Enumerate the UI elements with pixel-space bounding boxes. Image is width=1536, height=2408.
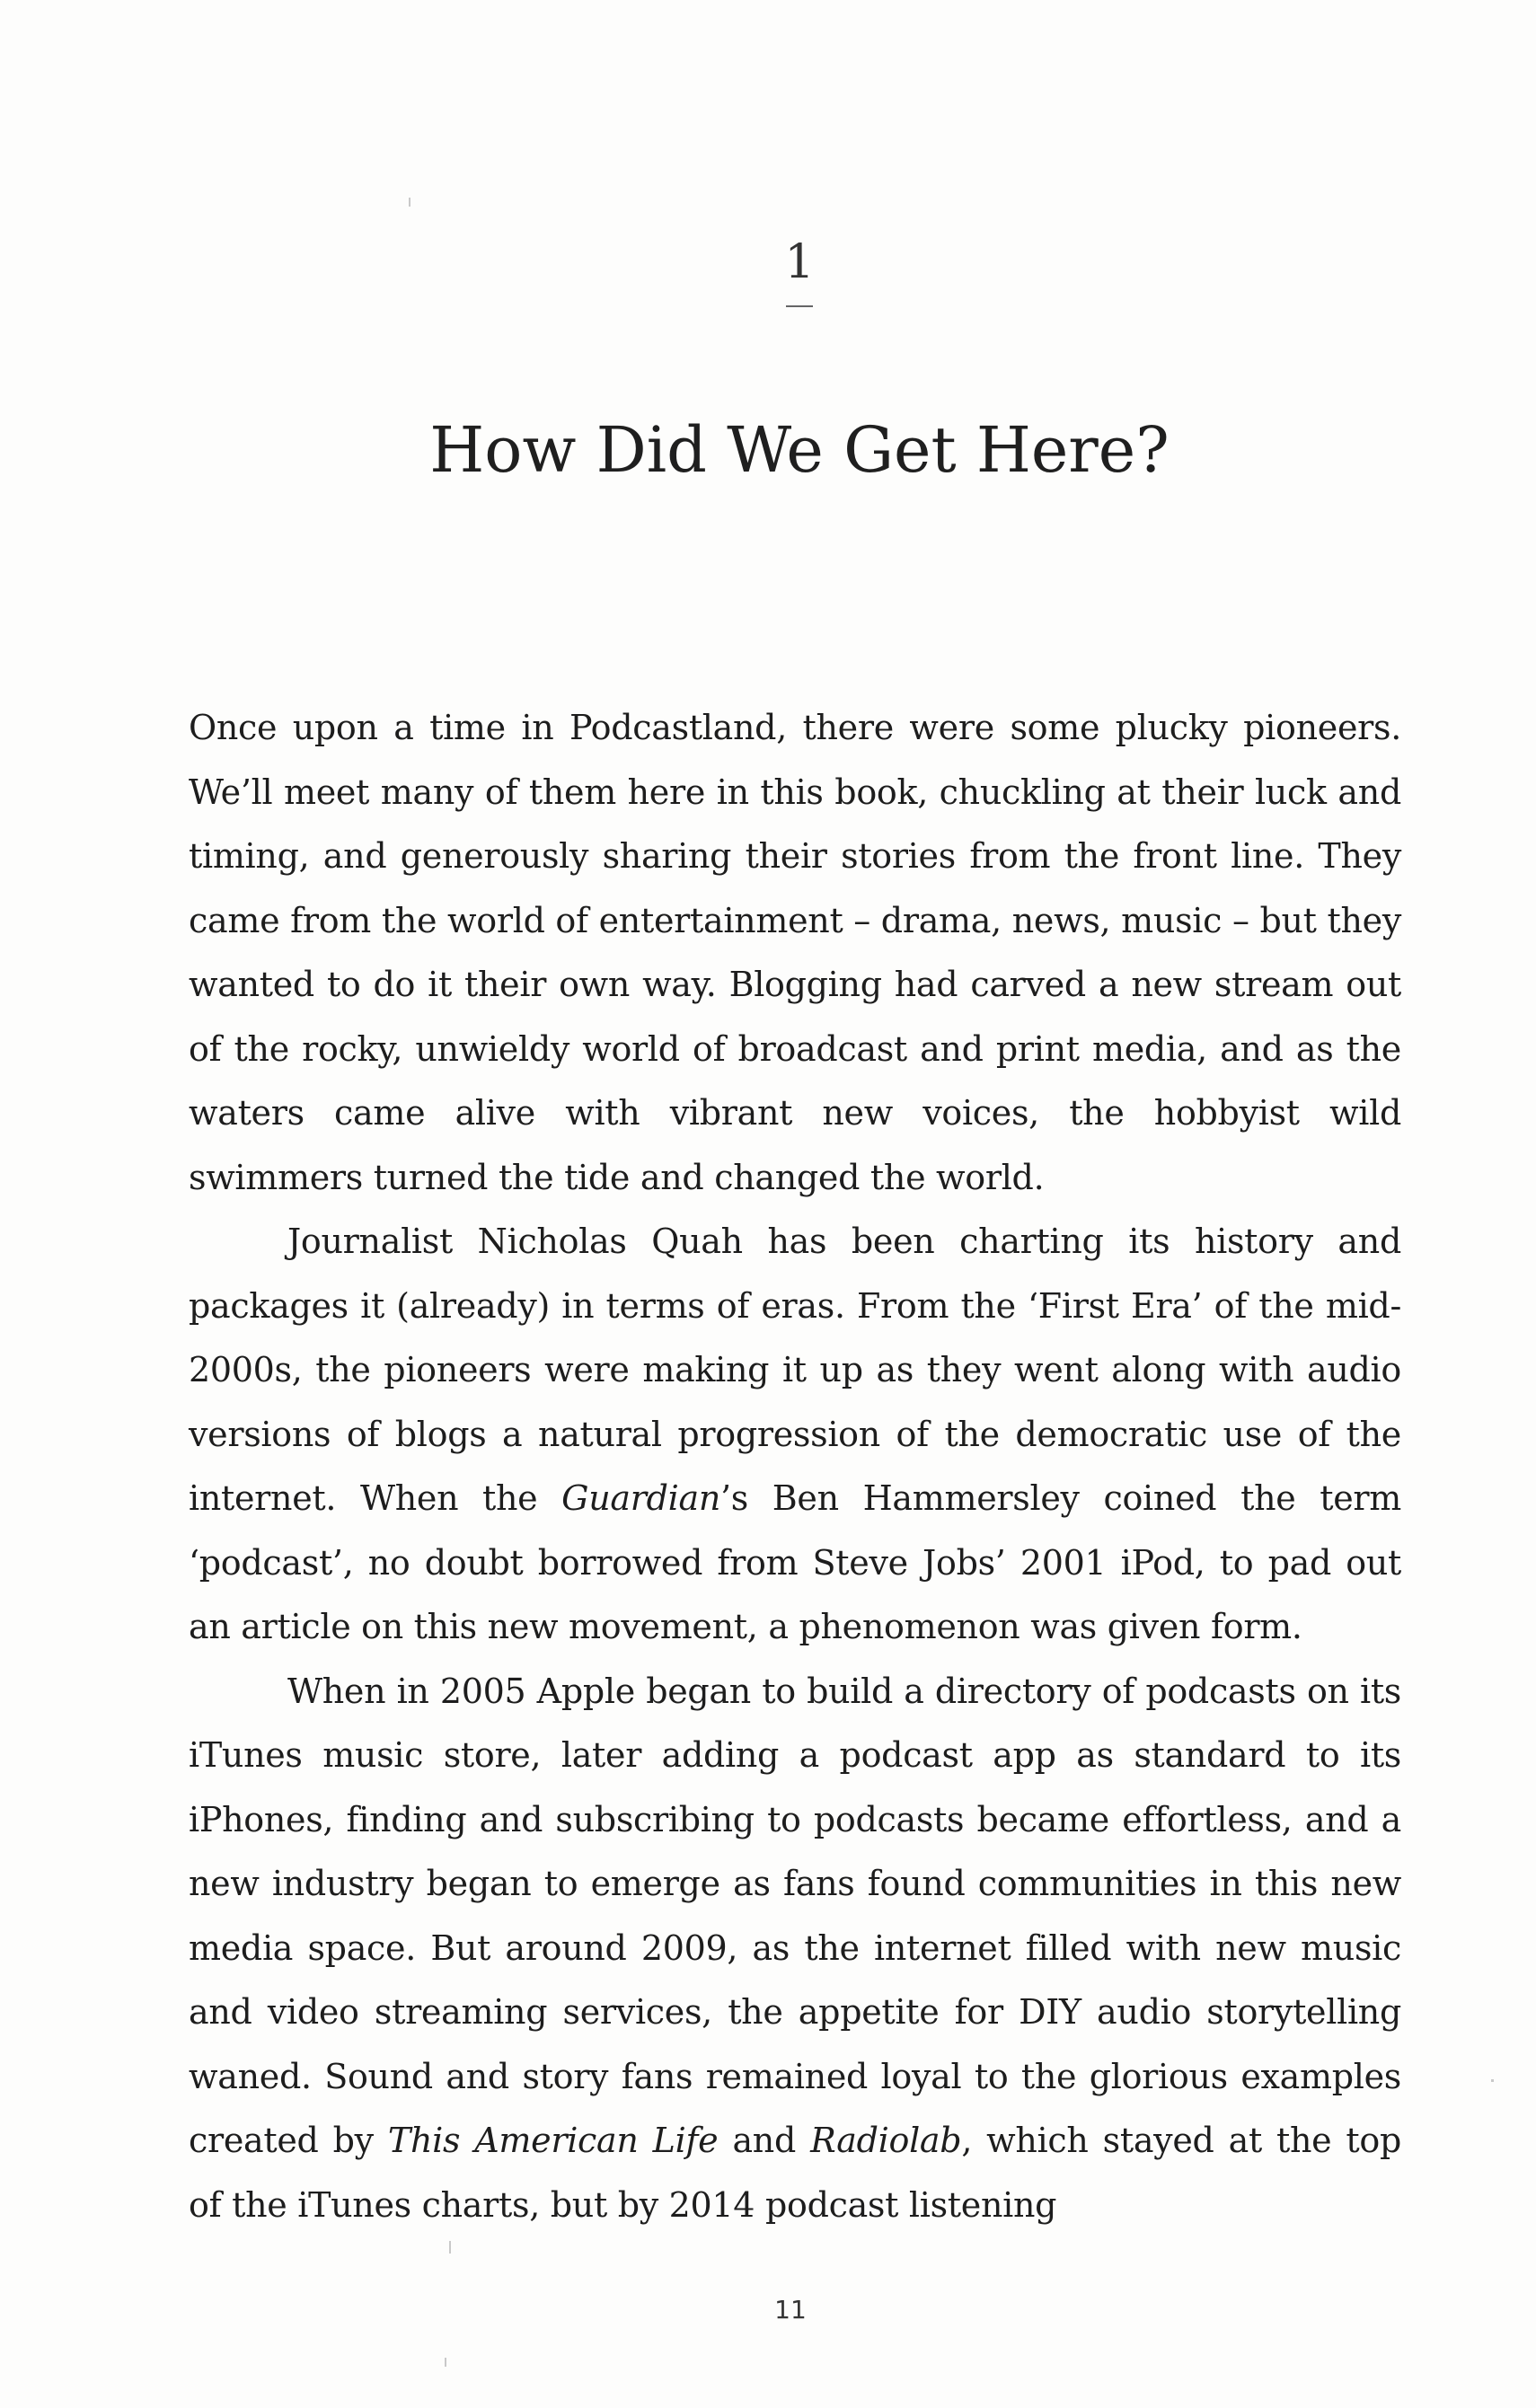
italic-title: Guardian	[561, 1478, 721, 1518]
scan-speck	[449, 2241, 451, 2254]
paragraph-p2	[189, 1210, 1401, 1660]
paragraph-text: , which stayed at the top of the iTunes charts, but by 2014 podcast listening	[189, 2121, 1401, 2225]
paragraph-text: Journalist Nicholas Quah has been charting its history and packages it (already) in terms of eras. From the ‘First Era’ of the mid-2000s, the pioneers were making it up as they went along with audio versions of blogs a natural progression of the democratic use of the internet. When the	[189, 1222, 1401, 1518]
paragraph-text: ’s Ben Hammersley coined the term ‘podcast’, no doubt borrowed from Steve Jobs’ 2001 iPod, to pad out an article on this new movement, a phenomenon was given form.	[189, 1478, 1401, 1646]
paragraph-text: When in 2005 Apple began to build a directory of podcasts on its iTunes music store, later adding a podcast app as standard to its iPhones, finding and subscribing to podcasts became effortless, and a new industry began to emerge as fans found communities in this new media space. But around 2009, as the internet filled with new music and video streaming services, the appetite for DIY audio storytelling waned. Sound and story fans remained loyal to the glorious examples created by	[189, 1671, 1401, 2160]
chapter-title: How Did We Get Here?	[429, 413, 1170, 487]
chapter-number: 1	[784, 235, 815, 289]
scan-speck	[1491, 2079, 1494, 2082]
paragraph-text: and	[718, 2121, 811, 2160]
body-text	[189, 696, 1401, 2237]
paragraph-p3	[189, 1660, 1401, 2238]
paragraph-p1	[189, 696, 1401, 1210]
page-number: 11	[774, 2295, 807, 2324]
chapter-number-rule	[786, 305, 813, 307]
scan-speck	[409, 198, 410, 207]
italic-title: This American Life	[387, 2121, 719, 2160]
paragraph-text: Once upon a time in Podcastland, there were some plucky pioneers. We’ll meet many of them here in this book, chuckling at their luck and timing, and generously sharing their stories from the front line. They came from the world of entertainment – drama, news, music – but they wanted to do it their own way. Blogging had carved a new stream out of the rocky, unwieldy world of broadcast and print media, and as the waters came alive with vibrant new voices, the hobbyist wild swimmers turned the tide and changed the world.	[189, 708, 1401, 1197]
italic-title: Radiolab	[810, 2121, 962, 2160]
scan-speck	[445, 2358, 446, 2367]
